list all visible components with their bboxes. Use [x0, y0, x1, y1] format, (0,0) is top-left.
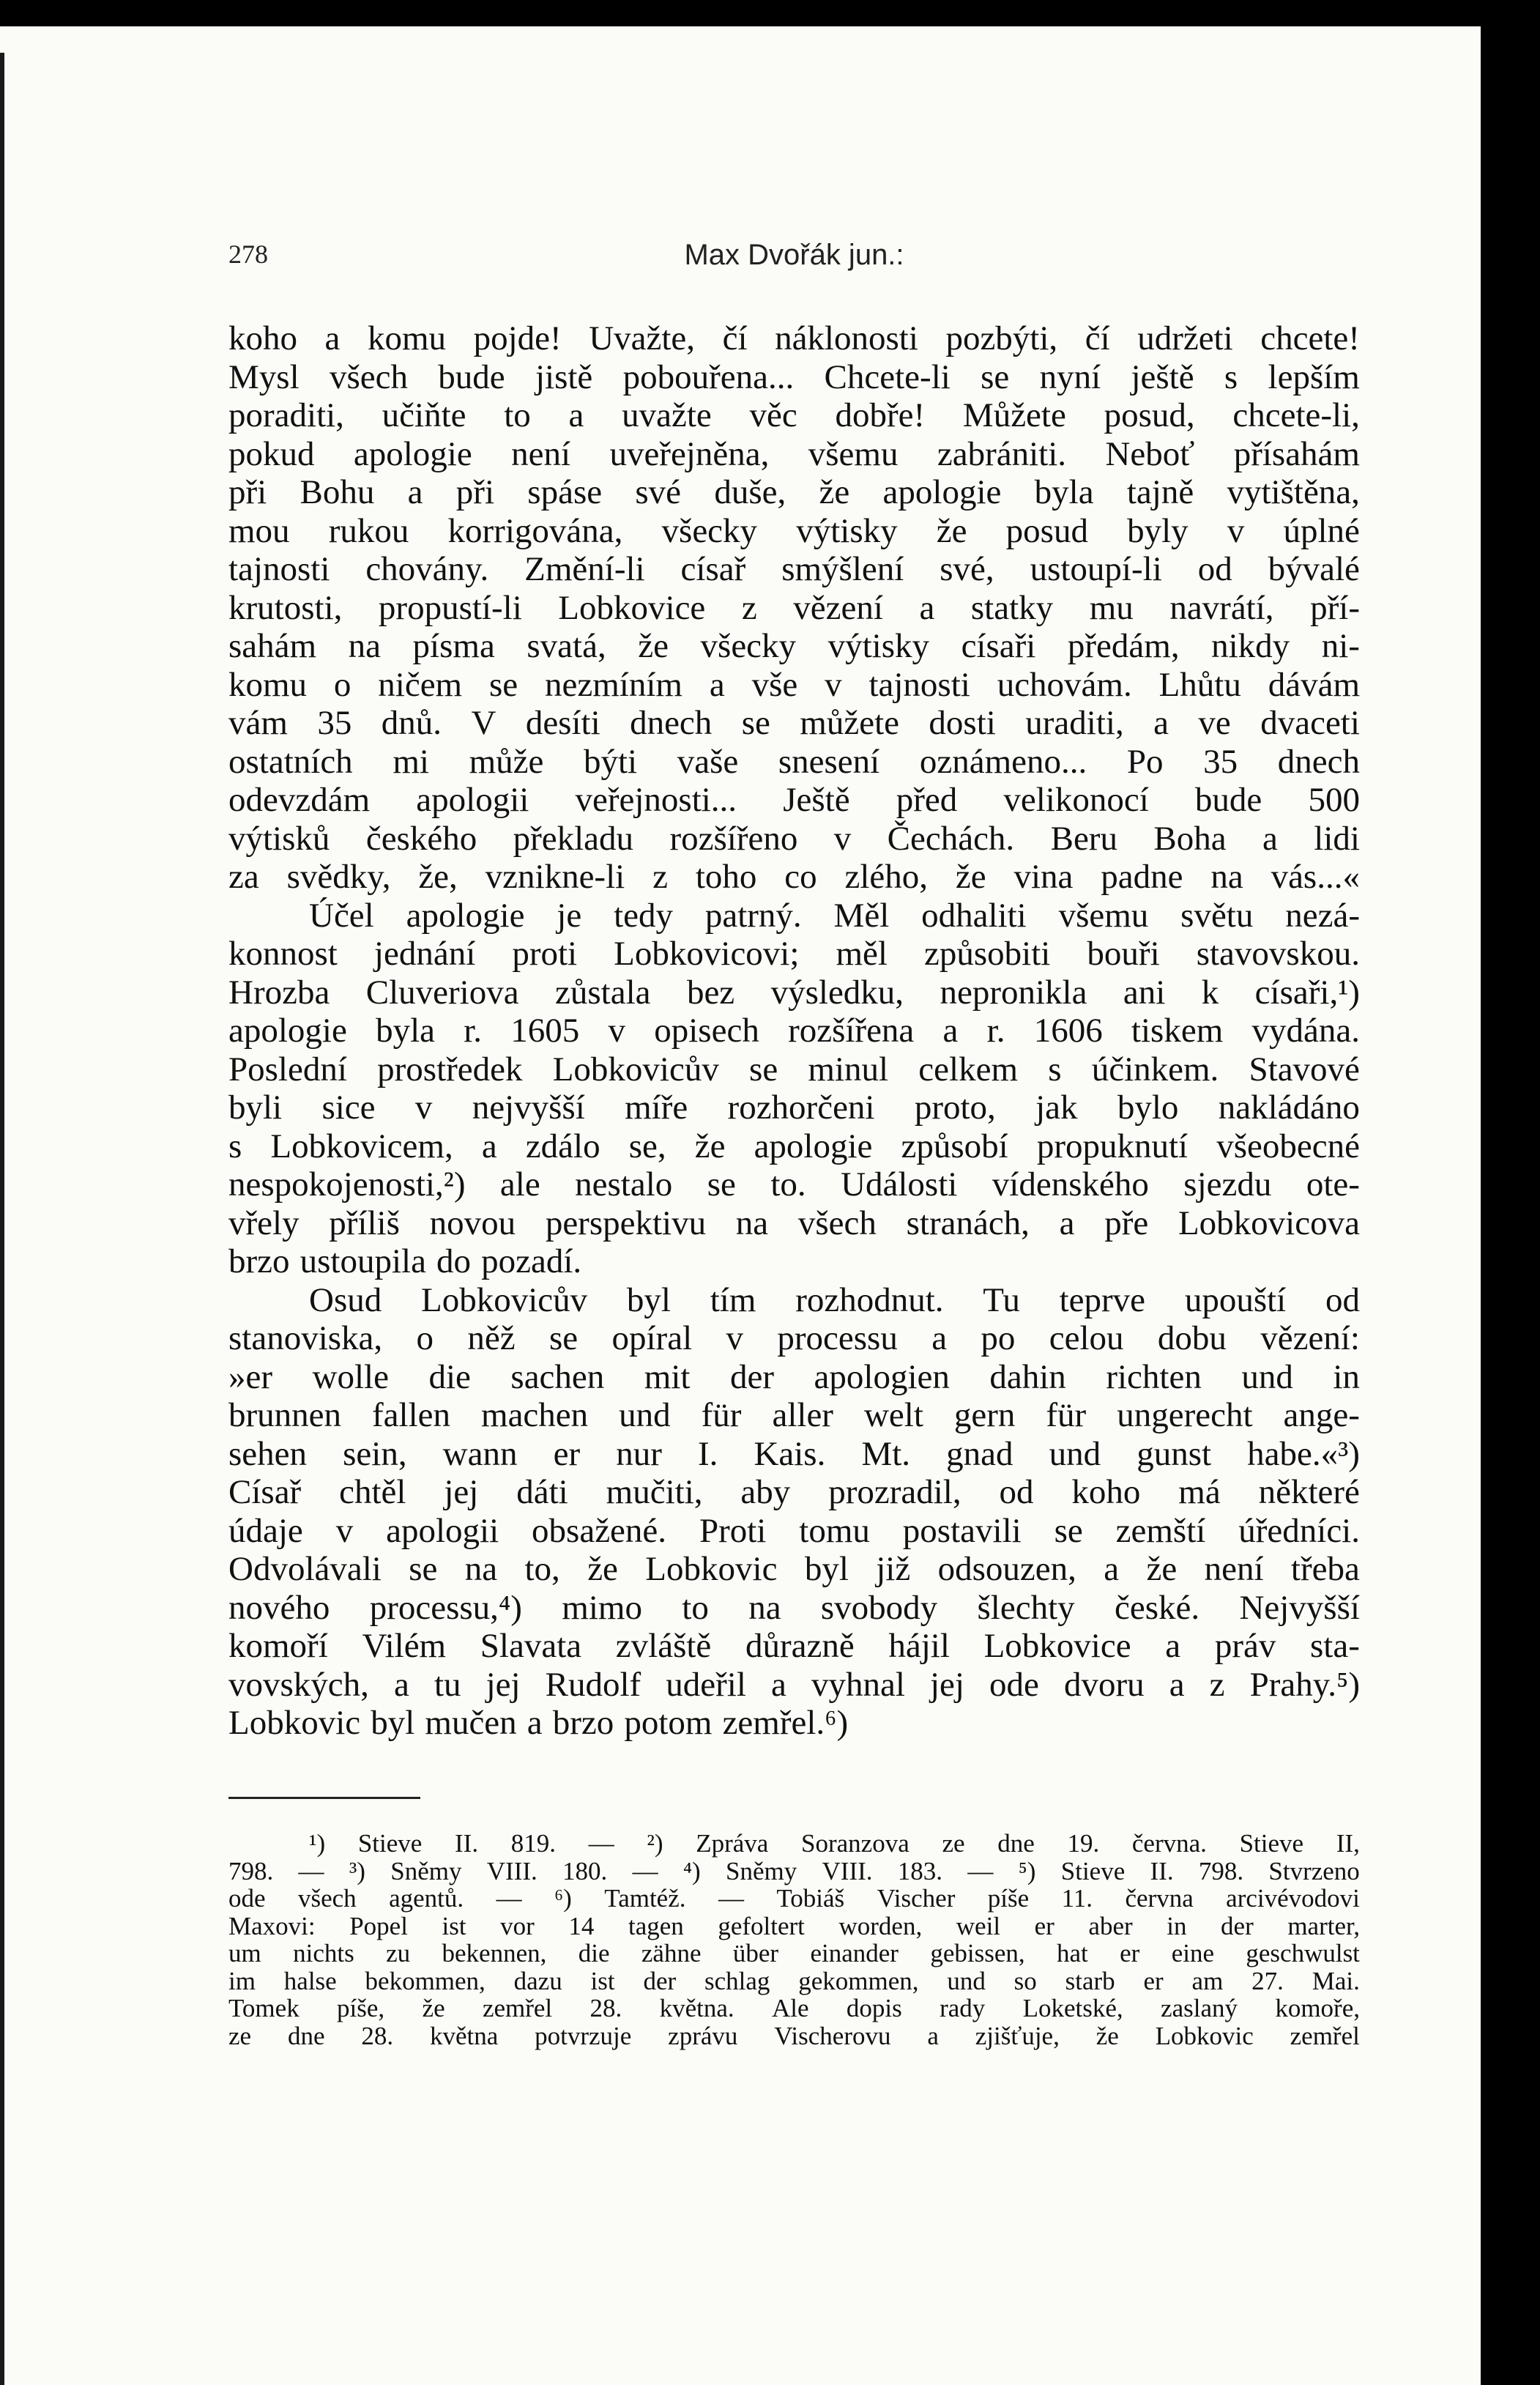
text-line: výtisků českého překladu rozšířeno v Čechách. Beru Boha a lidi — [228, 819, 1360, 858]
text-line: sahám na písma svatá, že všecky výtisky císaři předám, nikdy ni- — [228, 627, 1360, 665]
text-line: brunnen fallen machen und für aller welt gern für ungerecht ange- — [228, 1396, 1360, 1434]
text-line: koho a komu pojde! Uvažte, čí náklonosti pozbýti, čí udržeti chcete! — [228, 319, 1360, 357]
text-line: poraditi, učiňte to a uvažte věc dobře! Můžete posud, chcete-li, — [228, 396, 1360, 434]
footnote-line: ode všech agentů. — ⁶) Tamtéž. — Tobiáš Vischer píše 11. června arcivévodovi — [228, 1884, 1360, 1913]
text-line: ostatních mi může býti vaše snesení oznámeno... Po 35 dnech — [228, 742, 1360, 781]
text-line: při Bohu a při spáse své duše, že apologie byla tajně vytištěna, — [228, 473, 1360, 511]
text-line: komu o ničem se nezmíním a vše v tajnosti uchovám. Lhůtu dávám — [228, 665, 1360, 704]
text-line: »er wolle die sachen mit der apologien dahin richten und in — [228, 1357, 1360, 1396]
text-line: krutosti, propustí-li Lobkovice z vězení a statky mu navrátí, pří- — [228, 588, 1360, 627]
text-line: Císař chtěl jej dáti mučiti, aby prozradil, od koho má některé — [228, 1473, 1360, 1511]
text-line: mou rukou korrigována, všecky výtisky že posud byly v úplné — [228, 511, 1360, 550]
text-line: sehen sein, wann er nur I. Kais. Mt. gnad und gunst habe.«³) — [228, 1434, 1360, 1473]
text-line: apologie byla r. 1605 v opisech rozšířena a r. 1606 tiskem vydána. — [228, 1012, 1360, 1050]
text-line: s Lobkovicem, a zdálo se, že apologie způsobí propuknutí všeobecné — [228, 1127, 1360, 1165]
text-line: nespokojenosti,²) ale nestalo se to. Události vídenského sjezdu ote- — [228, 1165, 1360, 1203]
footnote-line: um nichts zu bekennen, die zähne über einander gebissen, hat er eine geschwulst — [228, 1939, 1360, 1967]
text-line: údaje v apologii obsažené. Proti tomu postavili se zemští úředníci. — [228, 1511, 1360, 1550]
footnote-line: Tomek píše, že zemřel 28. května. Ale dopis rady Loketské, zaslaný komoře, — [228, 1994, 1360, 2022]
text-line: komoří Vilém Slavata zvláště důrazně hájil Lobkovice a práv sta- — [228, 1627, 1360, 1665]
footnote-line: Maxovi: Popel ist vor 14 tagen gefoltert worden, weil er aber in der marter, — [228, 1911, 1360, 1940]
footnote-line: ¹) Stieve II. 819. — ²) Zpráva Soranzova ze dne 19. června. Stieve II, — [309, 1829, 1360, 1858]
body-text — [228, 319, 1360, 1743]
text-line: Účel apologie je tedy patrný. Měl odhaliti všemu světu nezá- — [309, 896, 1360, 935]
text-line: vám 35 dnů. V desíti dnech se můžete dosti uraditi, a ve dvaceti — [228, 704, 1360, 742]
scan-edge — [0, 53, 4, 2385]
page-number: 278 — [228, 240, 268, 269]
footnote-line: im halse bekommen, dazu ist der schlag gekommen, und so starb er am 27. Mai. — [228, 1966, 1360, 1995]
text-line: vovských, a tu jej Rudolf udeřil a vyhnal jej ode dvoru a z Prahy.⁵) — [228, 1665, 1360, 1704]
text-line: Osud Lobkovicův byl tím rozhodnut. Tu teprve upouští od — [309, 1280, 1360, 1319]
text-line: Hrozba Cluveriova zůstala bez výsledku, nepronikla ani k císaři,¹) — [228, 973, 1360, 1012]
text-line: Poslední prostředek Lobkovicův se minul celkem s účinkem. Stavové — [228, 1050, 1360, 1088]
text-line: byli sice v nejvyšší míře rozhorčeni proto, jak bylo nakládáno — [228, 1088, 1360, 1127]
text-line: pokud apologie není uveřejněna, všemu zabrániti. Neboť přísahám — [228, 434, 1360, 473]
text-line: nového processu,⁴) mimo to na svobody šlechty české. Nejvyšší — [228, 1588, 1360, 1627]
text-line: Mysl všech bude jistě pobouřena... Chcete-li se nyní ještě s lepším — [228, 357, 1360, 396]
text-line: tajnosti chovány. Změní-li císař smýšlení své, ustoupí-li od bývalé — [228, 550, 1360, 588]
footnote-line: 798. — ³) Sněmy VIII. 180. — ⁴) Sněmy VIII. 183. — ⁵) Stieve II. 798. Stvrzeno — [228, 1856, 1360, 1885]
text-line: brzo ustoupila do pozadí. — [228, 1242, 582, 1280]
text-line: Lobkovic byl mučen a brzo potom zemřel.⁶) — [228, 1704, 849, 1742]
footnotes — [228, 1830, 1360, 2050]
text-line: odevzdám apologii veřejnosti... Ještě před velikonocí bude 500 — [228, 781, 1360, 819]
page — [0, 26, 1481, 2385]
text-line: Odvolávali se na to, že Lobkovic byl již odsouzen, a že není třeba — [228, 1550, 1360, 1588]
text-line: stanoviska, o něž se opíral v processu a po celou dobu vězení: — [228, 1319, 1360, 1357]
text-line: vřely příliš novou perspektivu na všech stranách, a pře Lobkovicova — [228, 1203, 1360, 1242]
footnote-line: ze dne 28. května potvrzuje zprávu Vischerovu a zjišťuje, že Lobkovic zemřel — [228, 2021, 1360, 2050]
text-line: za svědky, že, vznikne-li z toho co zlého, že vina padne na vás...« — [228, 858, 1360, 896]
text-line: konnost jednání proti Lobkovicovi; měl způsobiti bouři stavovskou. — [228, 935, 1360, 973]
scan-border — [1481, 0, 1540, 2385]
footnote-rule — [228, 1797, 420, 1799]
running-title: Max Dvořák jun.: — [684, 239, 904, 271]
